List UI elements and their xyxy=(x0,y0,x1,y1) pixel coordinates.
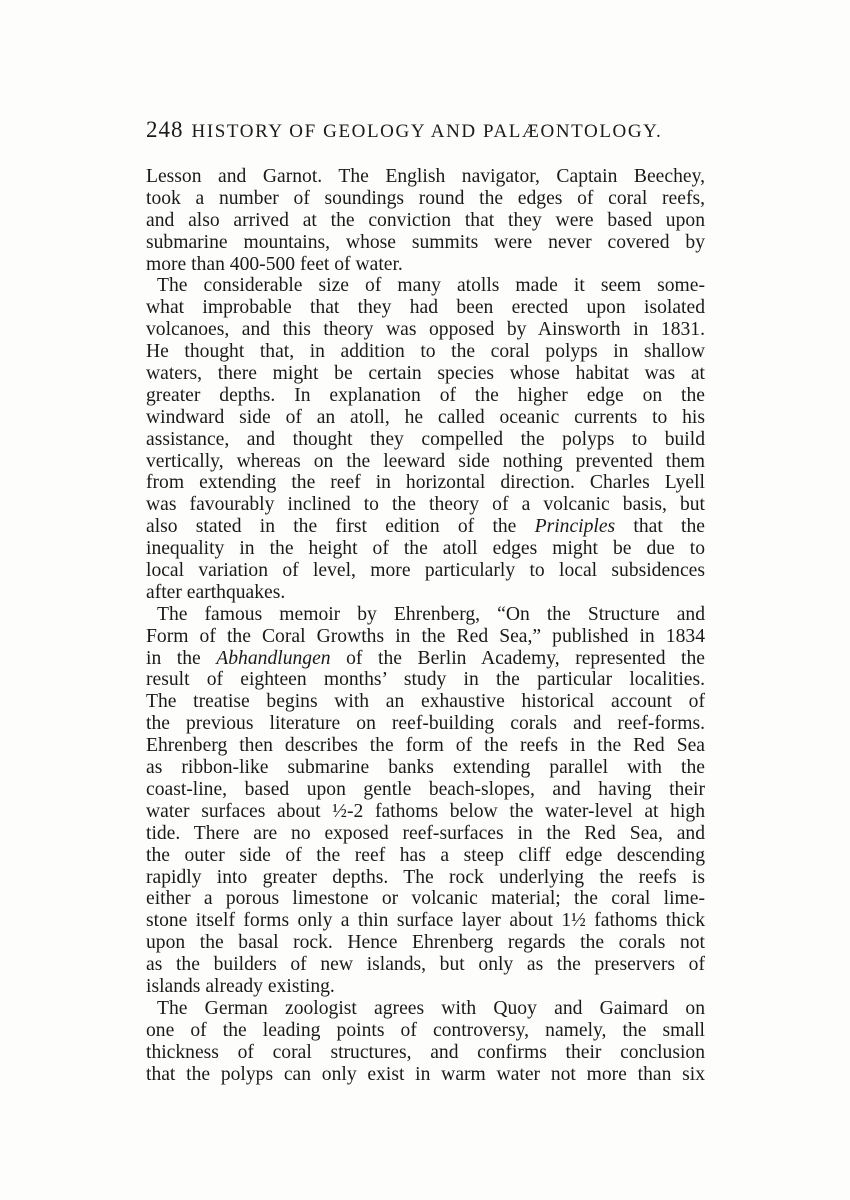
text-line: tide. There are no exposed reef-surfaces in the Red Sea, and xyxy=(146,822,705,844)
text-line: submarine mountains, whose summits were never covered by xyxy=(146,231,705,253)
text-line: windward side of an atoll, he called oceanic currents to his xyxy=(146,406,705,428)
body-text xyxy=(146,166,705,1085)
text-line: that the polyps can only exist in warm water not more than six xyxy=(146,1063,705,1085)
text-line: water surfaces about ½-2 fathoms below the water-level at high xyxy=(146,800,705,822)
text-line: from extending the reef in horizontal direction. Charles Lyell xyxy=(146,472,705,494)
text-line: what improbable that they had been erected upon isolated xyxy=(146,297,705,319)
text-line: was favourably inclined to the theory of a volcanic basis, but xyxy=(146,494,705,516)
text-line: He thought that, in addition to the coral polyps in shallow xyxy=(146,341,705,363)
running-title: HISTORY OF GEOLOGY AND PALÆONTOLOGY. xyxy=(191,121,663,142)
text-fragment: of the Berlin Academy, represented the xyxy=(330,647,705,669)
text-line: and also arrived at the conviction that they were based upon xyxy=(146,209,705,231)
text-line: either a porous limestone or volcanic material; the coral lime- xyxy=(146,888,705,910)
text-line: volcanoes, and this theory was opposed by Ainsworth in 1831. xyxy=(146,319,705,341)
text-line: stone itself forms only a thin surface layer about 1½ fathoms thick xyxy=(146,910,705,932)
text-line: local variation of level, more particularly to local subsidences xyxy=(146,560,705,582)
text-line: inequality in the height of the atoll edges might be due to xyxy=(146,538,705,560)
text-fragment: in the xyxy=(146,647,217,669)
text-line-with-italic xyxy=(146,516,705,538)
text-line: waters, there might be certain species whose habitat was at xyxy=(146,363,705,385)
text-line: the outer side of the reef has a steep cliff edge descending xyxy=(146,844,705,866)
text-line: rapidly into greater depths. The rock underlying the reefs is xyxy=(146,866,705,888)
text-line: The considerable size of many atolls made it seem some- xyxy=(157,275,705,297)
italic-title: Abhandlungen xyxy=(216,647,331,669)
paragraph xyxy=(146,166,705,275)
text-line-with-italic xyxy=(146,648,705,670)
text-fragment: also stated in the first edition of the xyxy=(146,516,517,538)
text-line: as the builders of new islands, but only as the preservers of xyxy=(146,954,705,976)
text-line: islands already existing. xyxy=(146,975,335,997)
text-line: The German zoologist agrees with Quoy and Gaimard on xyxy=(157,997,705,1019)
text-line: more than 400-500 feet of water. xyxy=(146,253,403,275)
text-line: coast-line, based upon gentle beach-slopes, and having their xyxy=(146,778,705,800)
text-line: Form of the Coral Growths in the Red Sea,” published in 1834 xyxy=(146,625,705,647)
text-line: greater depths. In explanation of the higher edge on the xyxy=(146,384,705,406)
text-line: The treatise begins with an exhaustive historical account of xyxy=(146,691,705,713)
text-line: the previous literature on reef-building corals and reef-forms. xyxy=(146,713,705,735)
paragraph xyxy=(146,998,705,1086)
paragraph xyxy=(146,604,705,998)
text-line: assistance, and thought they compelled the polyps to build xyxy=(146,428,705,450)
text-line: took a number of soundings round the edges of coral reefs, xyxy=(146,187,705,209)
text-line: The famous memoir by Ehrenberg, “On the Structure and xyxy=(157,603,705,625)
text-line: thickness of coral structures, and confirms their conclusion xyxy=(146,1041,705,1063)
text-line: result of eighteen months’ study in the particular localities. xyxy=(146,669,705,691)
paragraph xyxy=(146,275,705,603)
text-line: Ehrenberg then describes the form of the reefs in the Red Sea xyxy=(146,735,705,757)
text-line: after earthquakes. xyxy=(146,581,286,603)
text-line: Lesson and Garnot. The English navigator, Captain Beechey, xyxy=(146,166,705,187)
text-line: vertically, whereas on the leeward side nothing prevented them xyxy=(146,450,705,472)
italic-title: Principles xyxy=(534,516,616,538)
running-head xyxy=(146,117,706,147)
page-number: 248 xyxy=(146,117,184,142)
text-fragment: that the xyxy=(615,516,705,538)
text-line: upon the basal rock. Hence Ehrenberg regards the corals not xyxy=(146,932,705,954)
text-line: as ribbon-like submarine banks extending parallel with the xyxy=(146,757,705,779)
text-line: one of the leading points of controversy, namely, the small xyxy=(146,1019,705,1041)
